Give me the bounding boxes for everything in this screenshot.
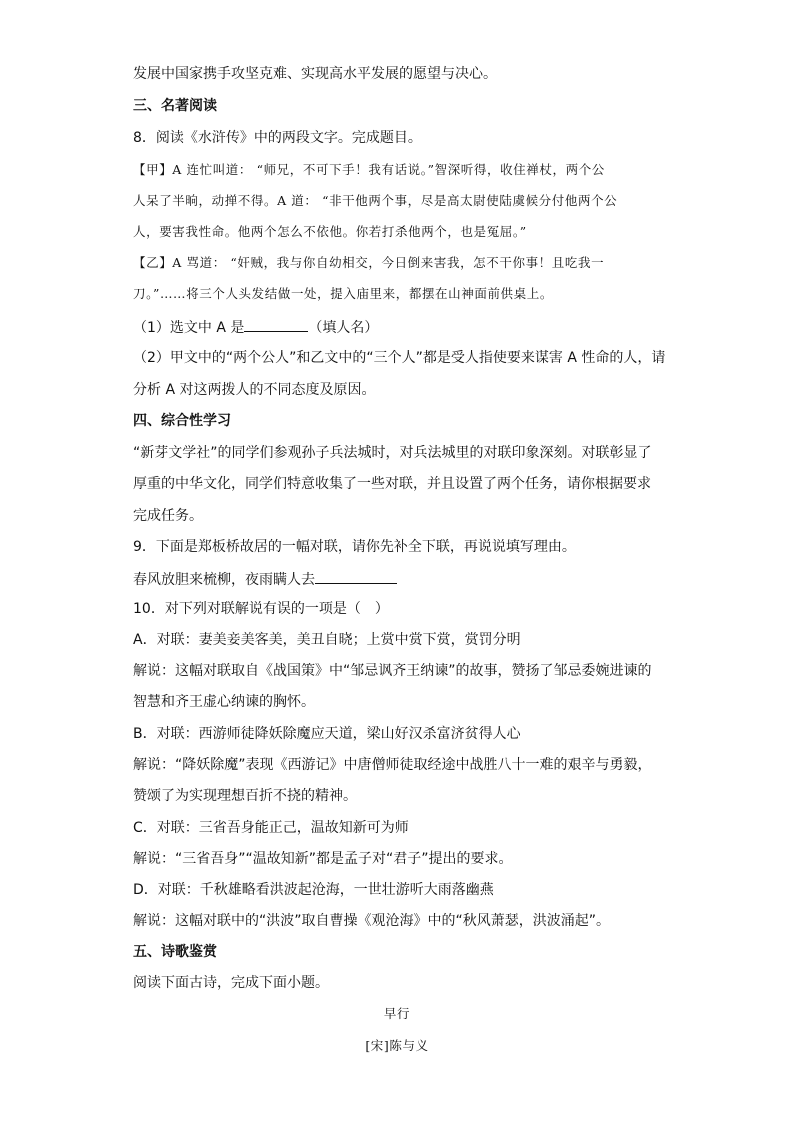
- question-8-part-1: [133, 316, 378, 338]
- question-8-part-2-line-1: （2）甲文中的“两个公人”和乙文中的“三个人”都是受人指使要来谋害 A 性命的人，请: [133, 350, 666, 366]
- option-a-couplet: A．对联：妻美妾美客美，美丑自晓；上赏中赏下赏，赏罚分明: [133, 632, 521, 648]
- option-a-explanation-line-1: 解说：这幅对联取自《战国策》中“邹忌讽齐王纳谏”的故事，赞扬了邹忌委婉进谏的: [133, 663, 652, 679]
- question-8-part-1-text: （1）选文中 A 是: [133, 320, 245, 336]
- question-8-part-2-line-2: 分析 A 对这两拨人的不同态度及原因。: [133, 382, 376, 398]
- option-b-couplet: B．对联：西游师徒降妖除魔应天道，梁山好汉杀富济贫得人心: [133, 726, 521, 742]
- section-heading-integrated-learning: 四、综合性学习: [133, 413, 231, 429]
- passage-yi-line-1: 【乙】A 骂道： “奸贼，我与你自幼相交，今日倒来害我，怎不干你事！且吃我一: [133, 255, 605, 270]
- intro-line-1: “新芽文学社”的同学们参观孙子兵法城时，对兵法城里的对联印象深刻。对联彰显了: [133, 445, 652, 461]
- intro-line-2: 厚重的中华文化，同学们特意收集了一些对联，并且设置了两个任务，请你根据要求: [133, 476, 651, 492]
- poetry-instruction: 阅读下面古诗，完成下面小题。: [133, 975, 329, 991]
- passage-jia-line-2: 人呆了半晌，动掸不得。A 道： “非干他两个事，尽是高太尉使陆虞候分付他两个公: [133, 193, 618, 208]
- option-a-explanation-line-2: 智慧和齐王虚心纳谏的胸怀。: [133, 694, 315, 710]
- option-b-explanation-line-1: 解说：“降妖除魔”表现《西游记》中唐僧师徒取经途中战胜八十一难的艰辛与勇毅，: [133, 757, 652, 773]
- section-heading-classics-reading: 三、名著阅读: [133, 98, 217, 114]
- passage-yi-line-2: 刀。”……将三个人头发结做一处，提入庙里来，都摆在山神面前供桌上。: [133, 286, 553, 301]
- question-9-couplet: [133, 568, 397, 590]
- passage-jia-line-1: 【甲】A 连忙叫道： “师兄，不可下手！我有话说。”智深听得，收住禅杖，两个公: [133, 162, 605, 177]
- passage-jia-line-3: 人，要害我性命。他两个怎么不依他。你若打杀他两个，也是冤屈。”: [133, 224, 527, 239]
- intro-line-3: 完成任务。: [133, 508, 203, 524]
- answer-blank[interactable]: [244, 316, 308, 332]
- answer-blank[interactable]: [315, 568, 397, 584]
- option-c-couplet: C．对联：三省吾身能正己，温故知新可为师: [133, 820, 409, 836]
- section-heading-poetry-appreciation: 五、诗歌鉴赏: [133, 944, 217, 960]
- question-10-prompt: 10．对下列对联解说有误的一项是（ ）: [133, 601, 389, 617]
- option-d-couplet: D．对联：千秋雄略看洪波起沧海，一世壮游听大雨落幽燕: [133, 882, 494, 898]
- option-d-explanation: 解说：这幅对联中的“洪波”取自曹操《观沧海》中的“秋风萧瑟，洪波涌起”。: [133, 913, 611, 929]
- question-9-prompt: 9．下面是郑板桥故居的一幅对联，请你先补全下联，再说说填写理由。: [133, 539, 576, 555]
- question-9-couplet-text: 春风放胆来梳柳，夜雨瞒人去: [133, 572, 315, 588]
- question-8-part-1-hint: （填人名）: [308, 320, 379, 336]
- text-line-closing-sentence: 发展中国家携手攻坚克难、实现高水平发展的愿望与决心。: [133, 66, 497, 82]
- option-c-explanation: 解说：“三省吾身”“温故知新”都是孟子对“君子”提出的要求。: [133, 851, 513, 867]
- question-8-prompt: 8．阅读《水浒传》中的两段文字。完成题目。: [133, 130, 422, 146]
- poem-author: [宋]陈与义: [365, 1038, 429, 1053]
- option-b-explanation-line-2: 赞颂了为实现理想百折不挠的精神。: [133, 788, 357, 804]
- poem-title: 早行: [383, 1006, 411, 1021]
